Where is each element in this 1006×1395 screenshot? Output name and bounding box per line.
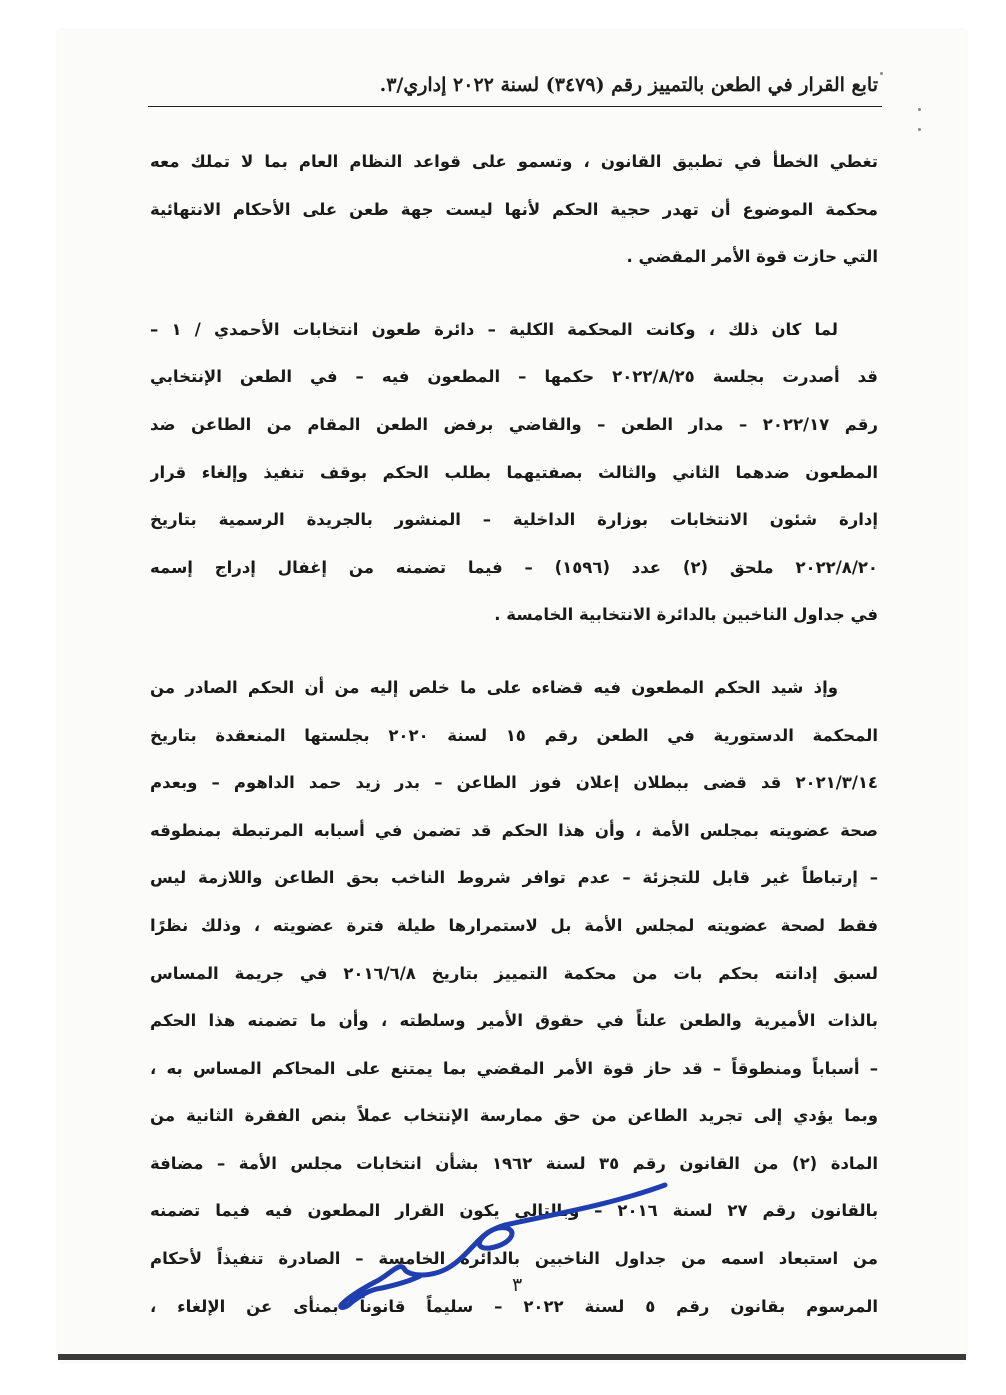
text-line: صحة عضويته بمجلس الأمة ، وأن هذا الحكم قد تضمن في أسبابه المرتبطة بمنطوقه [150,820,878,840]
text-line: محكمة الموضوع أن تهدر حجية الحكم لأنها ليست جهة طعن على الأحكام الانتهائية [150,199,878,219]
text-line: المطعون ضدهما الثاني والثالث بصفتيهما بطلب الحكم بوقف تنفيذ وإلغاء قرار [150,462,878,482]
page-number: ٣ [512,1274,523,1296]
handwritten-signature [330,1180,690,1320]
header-divider [148,106,882,107]
text-line: من استبعاد اسمه من جداول الناخبين بالدائرة الخامسة – الصادرة تنفيذاً لأحكام [150,1249,878,1269]
text-line: وإذ شيد الحكم المطعون فيه قضاءه على ما خلص إليه من أن الحكم الصادر من [150,677,838,697]
text-line: لما كان ذلك ، وكانت المحكمة الكلية – دائرة طعون انتخابات الأحمدي / ١ – [150,319,839,339]
text-line: المحكمة الدستورية في الطعن رقم ١٥ لسنة ٢٠٢٠ بجلستها المنعقدة بتاريخ [150,725,878,745]
text-line: قد أصدرت بجلسة ٢٠٢٢/٨/٢٥ حكمها – المطعون فيه – في الطعن الإنتخابي [150,367,878,387]
text-line: المرسوم بقانون رقم ٥ لسنة ٢٠٢٢ – سليماً قانوناً بمنأى عن الإلغاء ، [150,1296,878,1316]
text-line: في جداول الناخبين بالدائرة الانتخابية الخامسة . [494,605,878,625]
text-line: – أسباباً ومنطوقاً – قد حاز قوة الأمر المقضي بما يمتنع على المحاكم المساس به ، [150,1058,878,1078]
paragraph [150,306,878,639]
text-line: وبما يؤدي إلى تجريد الطاعن من حق ممارسة الإنتخاب عملاً بنص الفقرة الثانية من [150,1106,878,1126]
page-header-title: تابع القرار في الطعن بالتمييز رقم (٣٤٧٩) لسنة ٢٠٢٢ إداري/٣. [379,74,878,96]
page-bottom-edge [58,1354,966,1360]
text-line: إدارة شئون الانتخابات بوزارة الداخلية – المنشور بالجريدة الرسمية بتاريخ [150,510,878,530]
text-line: ٢٠٢٢/٨/٢٠ ملحق (٢) عدد (١٥٩٦) – فيما تضمنه من إغفال إدراج إسمه [150,557,878,577]
text-line: المادة (٢) من القانون رقم ٣٥ لسنة ١٩٦٢ بشأن انتخابات مجلس الأمة – مضافة [150,1153,878,1173]
paragraph [150,138,878,281]
margin-dot [918,128,921,131]
margin-dot [918,108,921,111]
text-line: بالقانون رقم ٢٧ لسنة ٢٠١٦ – وبالتالي يكون القرار المطعون فيه فيما تضمنه [150,1201,878,1221]
text-line: فقط لصحة عضويته لمجلس الأمة بل لاستمرارها طيلة فترة عضويته ، وذلك نظرًا [150,915,878,935]
text-line: التي حازت قوة الأمر المقضي . [626,247,878,267]
text-line: بالذات الأميرية والطعن علناً في حقوق الأمير وسلطته ، وأن ما تضمنه هذا الحكم [150,1011,878,1031]
signature-stroke [505,1212,570,1225]
text-line: رقم ٢٠٢٢/١٧ – مدار الطعن – والقاضي برفض الطعن المقام من الطاعن ضد [150,414,878,434]
margin-dot [880,72,883,75]
document-body [150,138,878,1330]
text-line: – إرتباطاً غير قابل للتجزئة – عدم توافر شروط الناخب بحق الطاعن واللازمة ليس [150,868,878,888]
text-line: تغطي الخطأ في تطبيق القانون ، وتسمو على قواعد النظام العام بما لا تملك معه [150,152,878,171]
text-line: ٢٠٢١/٣/١٤ قد قضى ببطلان إعلان فوز الطاعن – بدر زيد حمد الداهوم – وبعدم [150,773,878,793]
text-line: لسبق إدانته بحكم بات من محكمة التمييز بتاريخ ٢٠١٦/٦/٨ في جريمة المساس [150,963,878,983]
signature-stroke [341,1185,665,1308]
